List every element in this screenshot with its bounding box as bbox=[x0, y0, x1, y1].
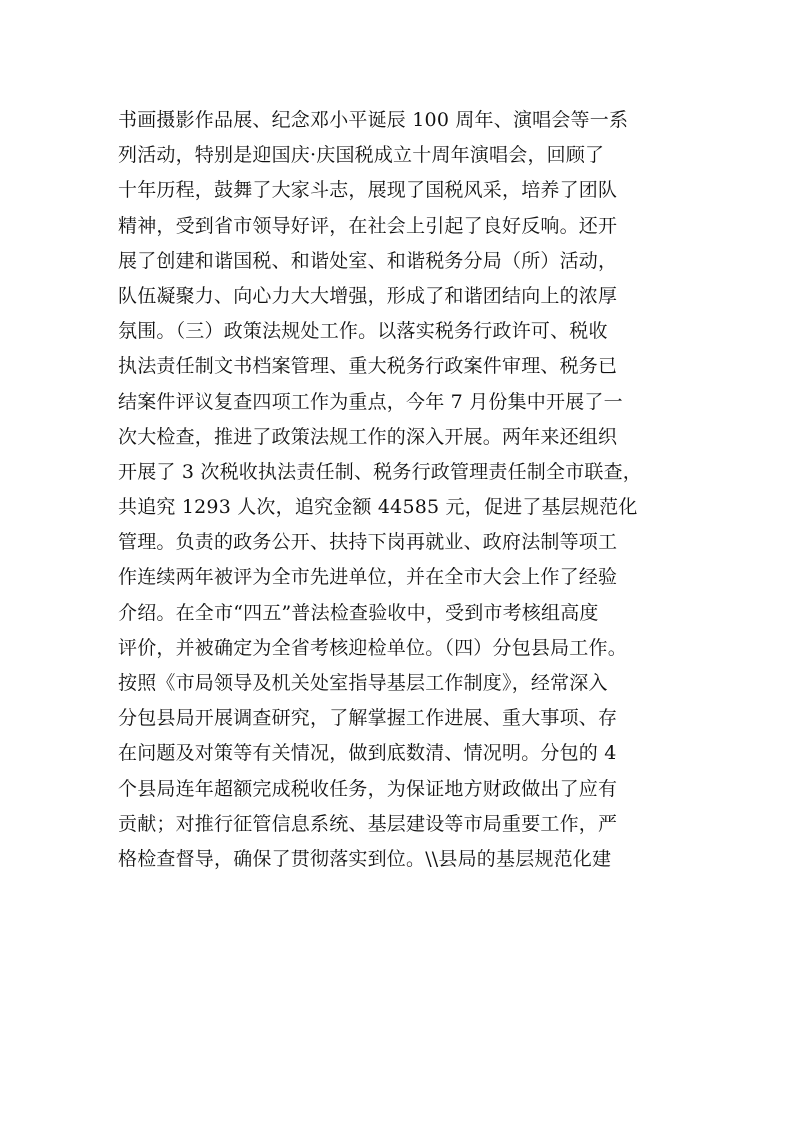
text-line: 评价，并被确定为全省考核迎检单位。（四）分包县局工作。 bbox=[118, 636, 627, 659]
text-line: 作连续两年被评为全市先进单位，并在全市大会上作了经验 bbox=[118, 566, 618, 589]
text-line: 队伍凝聚力、向心力大大增强，形成了和谐团结向上的浓厚 bbox=[118, 284, 618, 307]
text-line: 贡献；对推行征管信息系统、基层建设等市局重要工作，严 bbox=[118, 812, 618, 835]
text-line: 展了创建和谐国税、和谐处室、和谐税务分局（所）活动， bbox=[118, 249, 618, 272]
text-line: 格检查督导，确保了贯彻落实到位。\\县局的基层规范化建 bbox=[118, 847, 612, 870]
text-line: 管理。负责的政务公开、扶持下岗再就业、政府法制等项工 bbox=[118, 531, 618, 554]
text-line: 共追究 1293 人次，追究金额 44585 元，促进了基层规范化 bbox=[118, 496, 638, 519]
text-line: 氛围。（三）政策法规处工作。以落实税务行政许可、税收 bbox=[118, 320, 608, 343]
text-line: 按照《市局领导及机关处室指导基层工作制度》，经常深入 bbox=[118, 672, 608, 694]
text-line: 列活动，特别是迎国庆·庆国税成立十周年演唱会，回顾了 bbox=[118, 144, 605, 167]
text-line: 精神，受到省市领导好评，在社会上引起了良好反响。还开 bbox=[118, 214, 618, 237]
text-line: 在问题及对策等有关情况，做到底数清、情况明。分包的 4 bbox=[118, 742, 617, 765]
text-line: 结案件评议复查四项工作为重点，今年 7 月份集中开展了一 bbox=[118, 390, 623, 413]
text-line: 十年历程，鼓舞了大家斗志，展现了国税风采，培养了团队 bbox=[118, 179, 618, 202]
text-line: 执法责任制文书档案管理、重大税务行政案件审理、税务已 bbox=[118, 355, 618, 378]
body-text bbox=[118, 103, 688, 877]
text-line: 个县局连年超额完成税收任务，为保证地方财政做出了应有 bbox=[118, 777, 618, 800]
text-line: 开展了 3 次税收执法责任制、税务行政管理责任制全市联查， bbox=[118, 460, 642, 483]
text-line: 书画摄影作品展、纪念邓小平诞辰 100 周年、演唱会等一系 bbox=[118, 109, 629, 131]
text-line: 介绍。在全市“四五”普法检查验收中，受到市考核组高度 bbox=[118, 601, 599, 624]
text-line: 次大检查，推进了政策法规工作的深入开展。两年来还组织 bbox=[118, 425, 618, 448]
text-line: 分包县局开展调查研究，了解掌握工作进展、重大事项、存 bbox=[118, 707, 618, 730]
